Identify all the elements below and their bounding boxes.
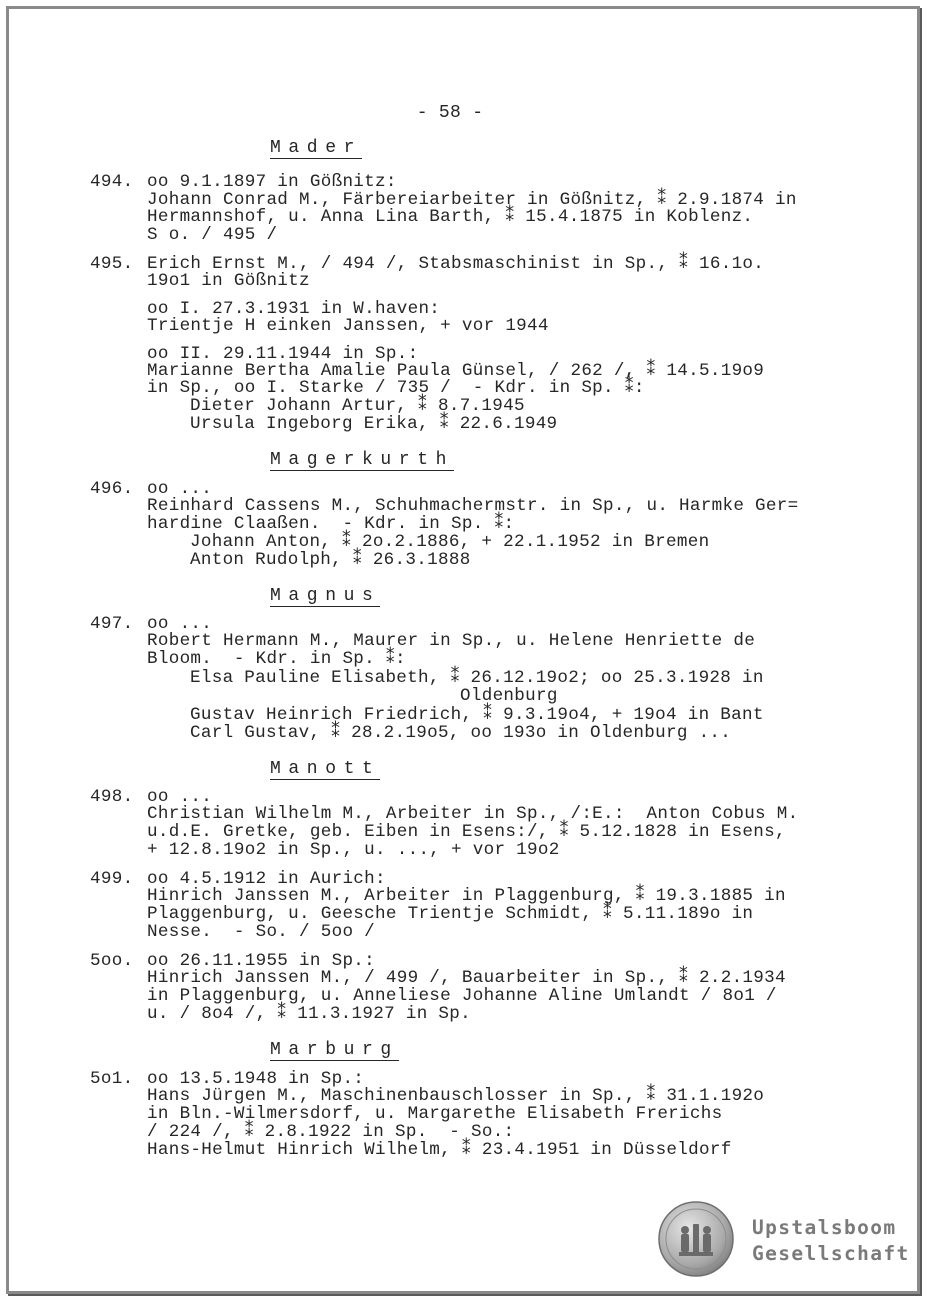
entry-494-line: Hermannshof, u. Anna Lina Barth, ⁑ 15.4.1875 in Koblenz. — [147, 207, 754, 227]
entry-number-495: 495. — [90, 254, 134, 274]
entry-495-line: Trientje H einken Janssen, + vor 1944 — [147, 316, 549, 336]
surname-heading-magerkurth: Magerkurth — [270, 450, 455, 470]
entry-498-line: oo ... — [147, 787, 213, 807]
entry-number-498: 498. — [90, 787, 134, 807]
entry-498-line: + 12.8.19o2 in Sp., u. ..., + vor 19o2 — [147, 840, 560, 860]
watermark-line-2: Gesellschaft — [752, 1242, 910, 1265]
entry-495-line: Erich Ernst M., / 494 /, Stabsmaschinist in Sp., ⁑ 16.1o. — [147, 254, 765, 274]
entry-495-line: Marianne Bertha Amalie Paula Günsel, / 262 /, ⁑ 14.5.19o9 — [147, 361, 765, 381]
entry-494-line: oo 9.1.1897 in Gößnitz: — [147, 172, 397, 192]
entry-498-line: Christian Wilhelm M., Arbeiter in Sp., /:E.: Anton Cobus M. — [147, 804, 799, 824]
entry-495-line: in Sp., oo I. Starke / 735 / - Kdr. in Sp. ⁑: — [147, 378, 645, 398]
entry-500-line: u. / 8o4 /, ⁑ 11.3.1927 in Sp. — [147, 1004, 471, 1024]
entry-number-494: 494. — [90, 172, 134, 192]
entry-499-line: Nesse. - So. / 5oo / — [147, 922, 376, 942]
entry-497-child: Gustav Heinrich Friedrich, ⁑ 9.3.19o4, + 19o4 in Bant — [190, 705, 764, 725]
entry-497-line: oo ... — [147, 614, 213, 634]
surname-heading-mader: Mader — [270, 138, 363, 158]
upstalsboom-seal-icon — [657, 1200, 735, 1278]
entry-497-child: Carl Gustav, ⁑ 28.2.19o5, oo 193o in Oldenburg ... — [190, 723, 732, 743]
entry-498-line: u.d.E. Gretke, geb. Eiben in Esens:/, ⁑ 5.12.1828 in Esens, — [147, 822, 786, 842]
entry-number-499: 499. — [90, 869, 134, 889]
entry-497-line: Robert Hermann M., Maurer in Sp., u. Helene Henriette de — [147, 631, 756, 651]
entry-499-line: Hinrich Janssen M., Arbeiter in Plaggenburg, ⁑ 19.3.1885 in — [147, 886, 786, 906]
entry-500-line: in Plaggenburg, u. Anneliese Johanne Aline Umlandt / 8o1 / — [147, 986, 777, 1006]
entry-496-child: Johann Anton, ⁑ 2o.2.1886, + 22.1.1952 in Bremen — [190, 532, 710, 552]
entry-501-line: / 224 /, ⁑ 2.8.1922 in Sp. - So.: — [147, 1122, 515, 1142]
entry-499-line: Plaggenburg, u. Geesche Trientje Schmidt, ⁑ 5.11.189o in — [147, 904, 754, 924]
entry-501-line: Hans-Helmut Hinrich Wilhelm, ⁑ 23.4.1951 in Düsseldorf — [147, 1140, 732, 1160]
entry-number-496: 496. — [90, 479, 134, 499]
entry-number-497: 497. — [90, 614, 134, 634]
entry-496-line: oo ... — [147, 479, 213, 499]
entry-496-child: Anton Rudolph, ⁑ 26.3.1888 — [190, 550, 471, 570]
watermark-line-1: Upstalsboom — [752, 1216, 897, 1239]
page-number: - 58 - — [416, 103, 484, 123]
entry-496-line: hardine Claaßen. - Kdr. in Sp. ⁑: — [147, 514, 515, 534]
entry-500-line: oo 26.11.1955 in Sp.: — [147, 951, 376, 971]
entry-497-line: Bloom. - Kdr. in Sp. ⁑: — [147, 649, 406, 669]
entry-497-child: Oldenburg — [460, 686, 558, 706]
surname-heading-magnus: Magnus — [270, 586, 381, 606]
surname-heading-manott: Manott — [270, 759, 381, 779]
entry-501-line: in Bln.-Wilmersdorf, u. Margarethe Elisabeth Frerichs — [147, 1104, 723, 1124]
entry-495-line: oo II. 29.11.1944 in Sp.: — [147, 344, 419, 364]
entry-495-child: Dieter Johann Artur, ⁑ 8.7.1945 — [190, 396, 525, 416]
entry-500-line: Hinrich Janssen M., / 499 /, Bauarbeiter in Sp., ⁑ 2.2.1934 — [147, 968, 786, 988]
entry-501-line: Hans Jürgen M., Maschinenbauschlosser in Sp., ⁑ 31.1.192o — [147, 1086, 765, 1106]
entry-494-line: Johann Conrad M., Färbereiarbeiter in Gößnitz, ⁑ 2.9.1874 in — [147, 190, 797, 210]
entry-495-child: Ursula Ingeborg Erika, ⁑ 22.6.1949 — [190, 414, 558, 434]
entry-499-line: oo 4.5.1912 in Aurich: — [147, 869, 386, 889]
entry-495-line: oo I. 27.3.1931 in W.haven: — [147, 299, 441, 319]
entry-494-line: S o. / 495 / — [147, 225, 278, 245]
entry-497-child: Elsa Pauline Elisabeth, ⁑ 26.12.19o2; oo 25.3.1928 in — [190, 668, 764, 688]
entry-number-500: 5oo. — [90, 951, 134, 971]
surname-heading-marburg: Marburg — [270, 1040, 399, 1060]
entry-501-line: oo 13.5.1948 in Sp.: — [147, 1069, 365, 1089]
entry-496-line: Reinhard Cassens M., Schuhmachermstr. in Sp., u. Harmke Ger= — [147, 496, 799, 516]
entry-495-line: 19o1 in Gößnitz — [147, 271, 310, 291]
entry-number-501: 5o1. — [90, 1069, 134, 1089]
